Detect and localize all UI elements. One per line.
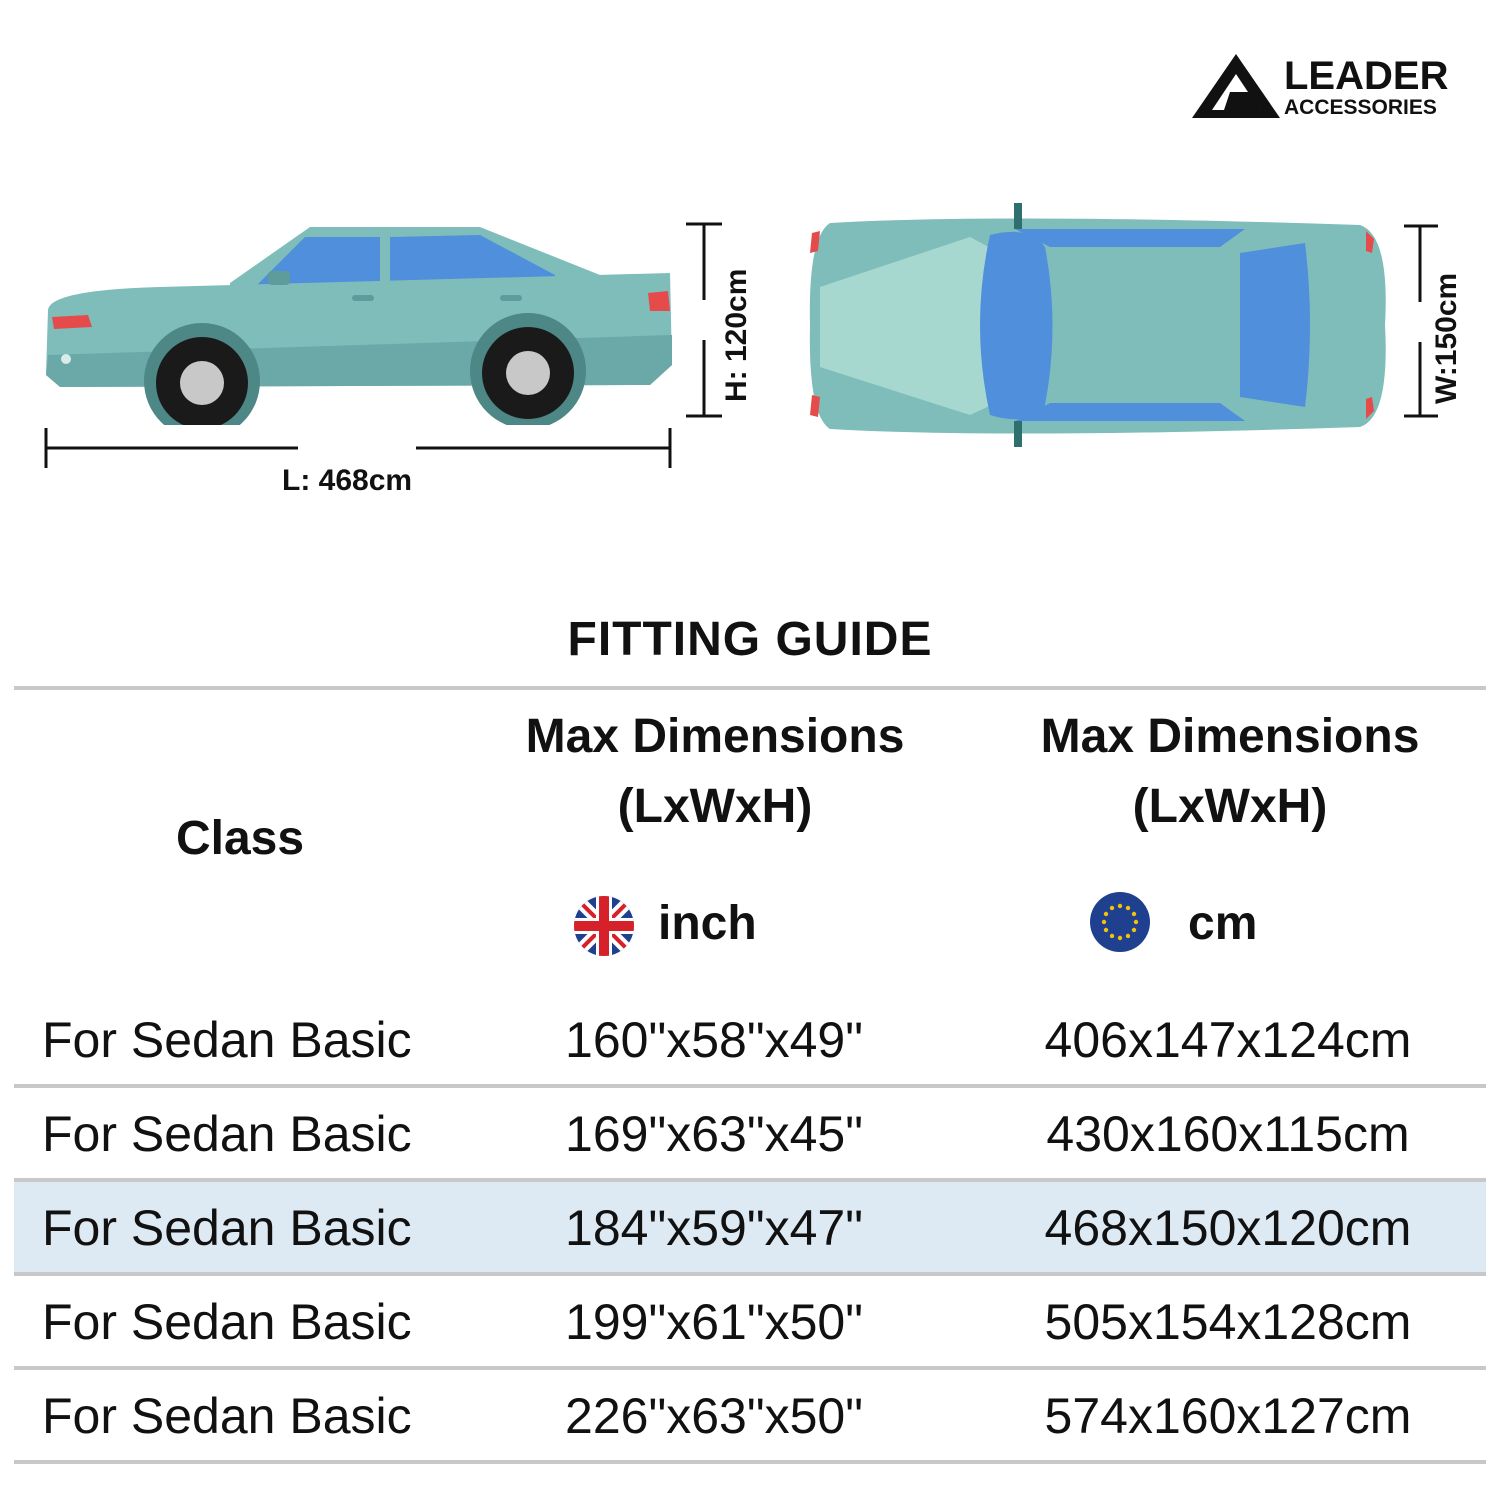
row-cm-dimensions: 505x154x128cm xyxy=(1044,1294,1412,1350)
brand-logo xyxy=(1190,52,1470,122)
row-inch-dimensions: 226"x63"x50" xyxy=(565,1388,863,1444)
row-inch-dimensions: 160"x58"x49" xyxy=(565,1012,863,1068)
inch-column-header-line1: Max Dimensions xyxy=(525,710,905,763)
cm-column-header-line2: (LxWxH) xyxy=(1132,780,1328,833)
side-view-car-illustration xyxy=(40,215,680,425)
row-cm-dimensions: 468x150x120cm xyxy=(1044,1200,1412,1256)
table-row xyxy=(14,1276,1486,1368)
class-column-header: Class xyxy=(175,812,305,865)
row-class: For Sedan Basic xyxy=(42,1200,412,1256)
row-cm-dimensions: 574x160x127cm xyxy=(1044,1388,1412,1444)
row-class: For Sedan Basic xyxy=(42,1012,412,1068)
uk-flag-icon xyxy=(574,896,634,956)
table-row-highlighted xyxy=(14,1182,1486,1274)
inch-column-header-line2: (LxWxH) xyxy=(617,780,813,833)
table-row xyxy=(14,994,1486,1086)
row-cm-dimensions: 430x160x115cm xyxy=(1046,1106,1410,1162)
row-cm-dimensions: 406x147x124cm xyxy=(1044,1012,1412,1068)
inch-unit-label: inch xyxy=(658,897,757,950)
height-label: H: 120cm xyxy=(720,268,753,402)
row-inch-dimensions: 199"x61"x50" xyxy=(565,1294,863,1350)
row-inch-dimensions: 169"x63"x45" xyxy=(565,1106,863,1162)
brand-name: LEADER xyxy=(1284,54,1449,98)
row-class: For Sedan Basic xyxy=(42,1294,412,1350)
row-class: For Sedan Basic xyxy=(42,1106,412,1162)
header-top-divider xyxy=(14,686,1486,690)
table-row xyxy=(14,1370,1486,1462)
height-dimension-line xyxy=(682,220,722,420)
leader-logo-icon xyxy=(1190,52,1282,120)
row-inch-dimensions: 184"x59"x47" xyxy=(565,1200,863,1256)
top-view-car-illustration xyxy=(800,195,1390,455)
cm-column-header-line1: Max Dimensions xyxy=(1040,710,1420,763)
eu-flag-icon xyxy=(1090,892,1150,952)
brand-subtitle: ACCESSORIES xyxy=(1284,96,1437,119)
cm-unit-label: cm xyxy=(1188,897,1258,950)
table-row xyxy=(14,1088,1486,1180)
length-label: L: 468cm xyxy=(282,464,413,497)
fitting-guide-title: FITTING GUIDE xyxy=(567,613,933,666)
table-bottom-divider xyxy=(14,1460,1486,1464)
width-label: W:150cm xyxy=(1430,272,1463,404)
row-class: For Sedan Basic xyxy=(42,1388,412,1444)
